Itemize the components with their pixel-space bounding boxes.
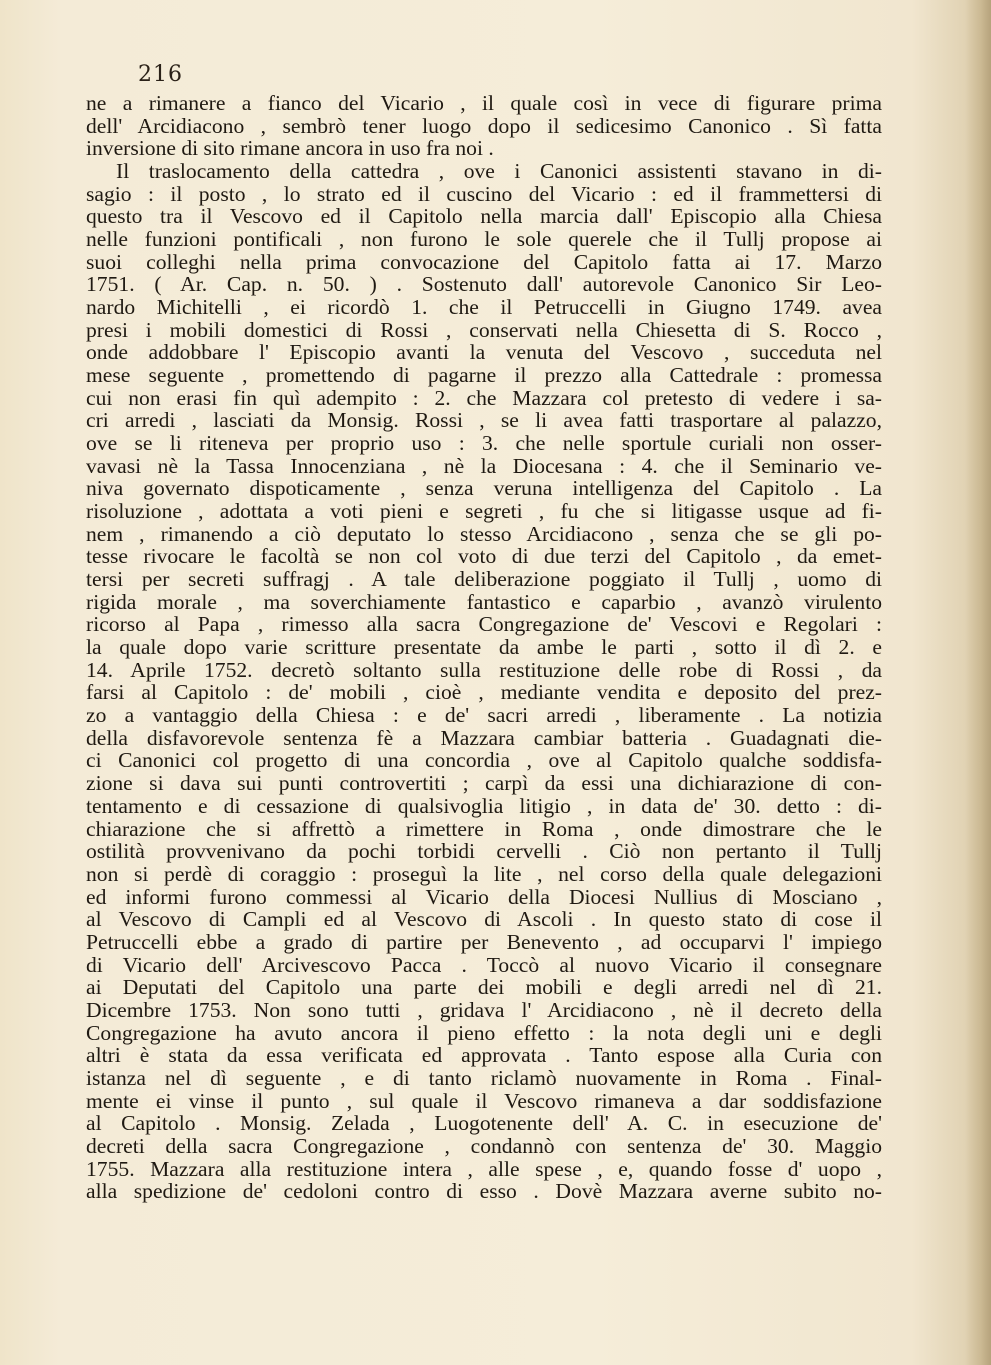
text-line: ai Deputati del Capitolo una parte dei mobili e degli arredi nel dì 21. [86, 975, 882, 1000]
text-line: la quale dopo varie scritture presentate da ambe le parti , sotto il dì 2. e [86, 635, 882, 660]
text-line: 1751. ( Ar. Cap. n. 50. ) . Sostenuto dall' autorevole Canonico Sir Leo- [86, 272, 882, 297]
page-number: 216 [138, 62, 183, 87]
text-line: vavasi nè la Tassa Innocenziana , nè la Diocesana : 4. che il Seminario ve- [86, 453, 882, 478]
text-line: questo tra il Vescovo ed il Capitolo nella marcia dall' Episcopio alla Chiesa [86, 204, 882, 229]
body-text [86, 92, 882, 1203]
text-line: nardo Michitelli , ei ricordò 1. che il Petruccelli in Giugno 1749. avea [86, 295, 882, 320]
text-line: Il traslocamento della cattedra , ove i Canonici assistenti stavano in di- [116, 159, 882, 184]
text-line: di Vicario dell' Arcivescovo Pacca . Toccò al nuovo Vicario il consegnare [86, 952, 882, 977]
text-line: tentamento e di cessazione di qualsivoglia litigio , in data de' 30. detto : di- [86, 793, 882, 818]
text-line: ove se li riteneva per proprio uso : 3. che nelle sportule curiali non osser- [86, 431, 882, 456]
text-line: altri è stata da essa verificata ed approvata . Tanto espose alla Curia con [86, 1043, 882, 1068]
text-line: al Vescovo di Campli ed al Vescovo di Ascoli . In questo stato di cose il [86, 907, 882, 932]
text-line: ed informi furono commessi al Vicario della Diocesi Nullius di Mosciano , [86, 884, 882, 909]
text-line: Congregazione ha avuto ancora il pieno effetto : la nota degli uni e degli [86, 1020, 882, 1045]
text-line: ci Canonici col progetto di una concordia , ove al Capitolo qualche soddisfa- [86, 748, 882, 773]
text-line: nelle funzioni pontificali , non furono le sole querele che il Tullj propose ai [86, 227, 882, 252]
text-line: tersi per secreti suffragj . A tale deliberazione poggiato il Tullj , uomo di [86, 567, 882, 592]
text-line: tesse rivocare le facoltà se non col voto di due terzi del Capitolo , da emet- [86, 544, 882, 569]
text-line: ricorso al Papa , rimesso alla sacra Congregazione de' Vescovi e Regolari : [86, 612, 882, 637]
text-line: Petruccelli ebbe a grado di partire per Benevento , ad occuparvi l' impiego [86, 929, 882, 954]
text-line: istanza nel dì seguente , e di tanto riclamò nuovamente in Roma . Final- [86, 1065, 882, 1090]
text-line: decreti della sacra Congregazione , condannò con sentenza de' 30. Maggio [86, 1133, 882, 1158]
text-line: rigida morale , ma soverchiamente fantastico e caparbio , avanzò virulento [86, 589, 882, 614]
text-line: al Capitolo . Monsig. Zelada , Luogotenente dell' A. C. in esecuzione de' [86, 1111, 882, 1136]
text-line: mese seguente , promettendo di pagarne il prezzo alla Cattedrale : promessa [86, 363, 882, 388]
text-line: zo a vantaggio della Chiesa : e de' sacri arredi , liberamente . La notizia [86, 703, 882, 728]
text-line: Dicembre 1753. Non sono tutti , gridava l' Arcidiacono , nè il decreto della [86, 997, 882, 1022]
text-line: cri arredi , lasciati da Monsig. Rossi , se li avea fatti trasportare al palazzo, [86, 408, 882, 433]
text-line: sagio : il posto , lo strato ed il cuscino del Vicario : ed il frammettersi di [86, 181, 882, 206]
text-line: ne a rimanere a fianco del Vicario , il quale così in vece di figurare prima [86, 91, 882, 115]
text-line: zione si dava sui punti controvertiti ; carpì da essi una dichiarazione di con- [86, 771, 882, 796]
text-line: inversione di sito rimane ancora in uso fra noi . [86, 136, 494, 161]
text-line: 1755. Mazzara alla restituzione intera , alle spese , e, quando fosse d' uopo , [86, 1156, 882, 1181]
text-line: farsi al Capitolo : de' mobili , cioè , mediante vendita e deposito del prez- [86, 680, 882, 705]
text-line: nem , rimanendo a ciò deputato lo stesso Arcidiacono , senza che se gli po- [86, 521, 882, 546]
text-line: non si perdè di coraggio : proseguì la lite , nel corso della quale delegazioni [86, 861, 882, 886]
text-line: niva governato dispoticamente , senza veruna intelligenza del Capitolo . La [86, 476, 882, 501]
text-line: suoi colleghi nella prima convocazione del Capitolo fatta ai 17. Marzo [86, 249, 882, 274]
text-line: alla spedizione de' cedoloni contro di esso . Dovè Mazzara averne subito no- [86, 1179, 882, 1204]
text-line: dell' Arcidiacono , sembrò tener luogo dopo il sedicesimo Canonico . Sì fatta [86, 113, 882, 138]
text-line: 14. Aprile 1752. decretò soltanto sulla restituzione delle robe di Rossi , da [86, 657, 882, 682]
text-line: onde addobbare l' Episcopio avanti la venuta del Vescovo , succeduta nel [86, 340, 882, 365]
text-line: presi i mobili domestici di Rossi , conservati nella Chiesetta di S. Rocco , [86, 317, 882, 342]
text-line: della disfavorevole sentenza fè a Mazzara cambiar batteria . Guadagnati die- [86, 725, 882, 750]
text-line: cui non erasi fin quì adempito : 2. che Mazzara col pretesto di vedere i sa- [86, 385, 882, 410]
text-line: risoluzione , adottata a voti pieni e segreti , fu che si litigasse usque ad fi- [86, 499, 882, 524]
text-line: mente ei vinse il punto , sul quale il Vescovo rimaneva a dar soddisfazione [86, 1088, 882, 1113]
text-line: chiarazione che si affrettò a rimettere in Roma , onde dimostrare che le [86, 816, 882, 841]
page-edge-shadow [965, 0, 991, 1365]
text-line: ostilità provvenivano da pochi torbidi cervelli . Ciò non pertanto il Tullj [86, 839, 882, 864]
